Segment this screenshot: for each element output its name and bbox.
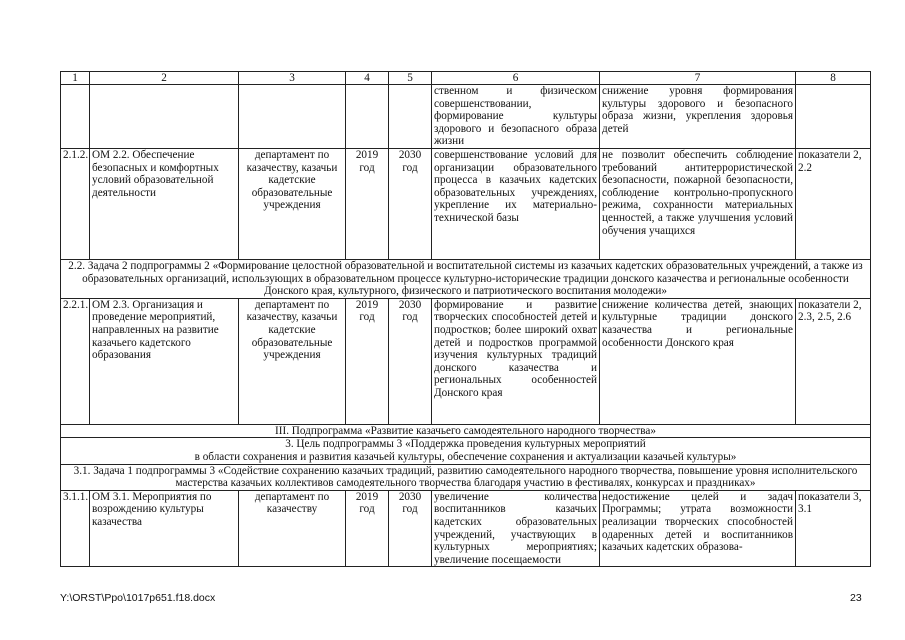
task-3-1: 3.1. Задача 1 подпрограммы 3 «Содействие сохранению казачьих традиций, развитию самодеятельного народного творчества, повышение уровня исполнительского мастерства казачьих коллективов самодеятельного творчества благодаря участию в фестивалях, конкурсах и праздниках»	[61, 464, 871, 490]
measure-name: ОМ 3.1. Мероприятия по возрождению культуры казачества	[90, 490, 239, 567]
program-table	[60, 71, 871, 567]
indicators-cell: показатели 2, 2.3, 2.5, 2.6	[796, 298, 871, 424]
task-2-2: 2.2. Задача 2 подпрограммы 2 «Формирование целостной образовательной и воспитательной системы из казачьих кадетских образовательных учреждений, а также из образовательных организаций, использующих в образовательном процессе культурно-исторические традиции донского казачества и региональные особенности Донского края, культурного, физического и патриотического воспитания молодежи»	[61, 259, 871, 298]
executor: департамент по казачеству	[239, 490, 346, 567]
consequence-cell: недостижение целей и задач Программы; утрата возможности реализации творческих способностей одаренных детей и воспитанников казачьих кадетских образова-	[600, 490, 796, 567]
page-number: 23	[850, 592, 862, 604]
consequence-cell: снижение количества детей, знающих культурные традиции донского казачества и региональные особенности Донского края	[600, 298, 796, 424]
measure-name: ОМ 2.2. Обеспечение безопасных и комфортных условий образовательной деятельности	[90, 148, 239, 259]
column-number-row	[61, 72, 871, 85]
result-cell: формирование и развитие творческих способностей детей и подростков; более широкий охват детей и подростков программой изучения культурных традиций донского казачества и региональных особенностей Донского края	[432, 298, 600, 424]
col-header-6: 6	[432, 72, 600, 85]
goal-3-line-1: 3. Цель подпрограммы 3 «Поддержка проведения культурных мероприятий	[285, 438, 646, 451]
table-row	[61, 148, 871, 259]
indicators-cell: показатели 2, 2.2	[796, 148, 871, 259]
col-header-4: 4	[346, 72, 389, 85]
end-year: 2030 год	[389, 490, 432, 567]
col-header-5: 5	[389, 72, 432, 85]
row-number: 3.1.1.	[61, 490, 90, 567]
end-year: 2030 год	[389, 148, 432, 259]
result-cell: ственном и физическом совершенствовании, формирование культуры здорового и безопасного образа жизни	[432, 85, 600, 149]
col-header-1: 1	[61, 72, 90, 85]
task-row	[61, 259, 871, 298]
start-year: 2019 год	[346, 298, 389, 424]
measure-name: ОМ 2.3. Организация и проведение мероприятий, направленных на развитие казачьего кадетского образования	[90, 298, 239, 424]
col-header-7: 7	[600, 72, 796, 85]
row-number: 2.2.1.	[61, 298, 90, 424]
row-number: 2.1.2.	[61, 148, 90, 259]
subprogram-row	[61, 424, 871, 438]
subprogram-3-title: III. Подпрограмма «Развитие казачьего самодеятельного народного творчества»	[61, 424, 871, 438]
indicators-cell: показатели 3, 3.1	[796, 490, 871, 567]
goal-3-line-2: в области сохранения и развития казачьей культуры, обеспечение сохранения и актуализации казачьей культуры»	[194, 450, 737, 463]
start-year: 2019 год	[346, 148, 389, 259]
col-header-2: 2	[90, 72, 239, 85]
col-header-3: 3	[239, 72, 346, 85]
executor: департамент по казачеству, казачьи кадетские образовательные учреждения	[239, 148, 346, 259]
table-row	[61, 490, 871, 567]
consequence-cell: не позволит обеспечить соблюдение требований антитеррористической безопасности, пожарной безопасности, соблюдение контрольно-пропускного режима, сохранности материальных ценностей, а также улучшения условий обучения учащихся	[600, 148, 796, 259]
start-year: 2019 год	[346, 490, 389, 567]
table-row	[61, 85, 871, 149]
end-year: 2030 год	[389, 298, 432, 424]
task-row	[61, 464, 871, 490]
executor: департамент по казачеству, казачьи кадетские образовательные учреждения	[239, 298, 346, 424]
result-cell: совершенствование условий для организации образовательного процесса в казачьих кадетских образовательных учреждениях, укрепление их материально- технической базы	[432, 148, 600, 259]
consequence-cell: снижение уровня формирования культуры здорового и безопасного образа жизни, укрепления здоровья детей	[600, 85, 796, 149]
goal-3	[61, 438, 871, 464]
file-path: Y:\ORST\Ppo\1017p651.f18.docx	[60, 592, 216, 604]
table-row	[61, 298, 871, 424]
col-header-8: 8	[796, 72, 871, 85]
goal-row	[61, 438, 871, 464]
result-cell: увеличение количества воспитанников казачьих кадетских образовательных учреждений, участвующих в культурных мероприятиях; увеличение посещаемости	[432, 490, 600, 567]
